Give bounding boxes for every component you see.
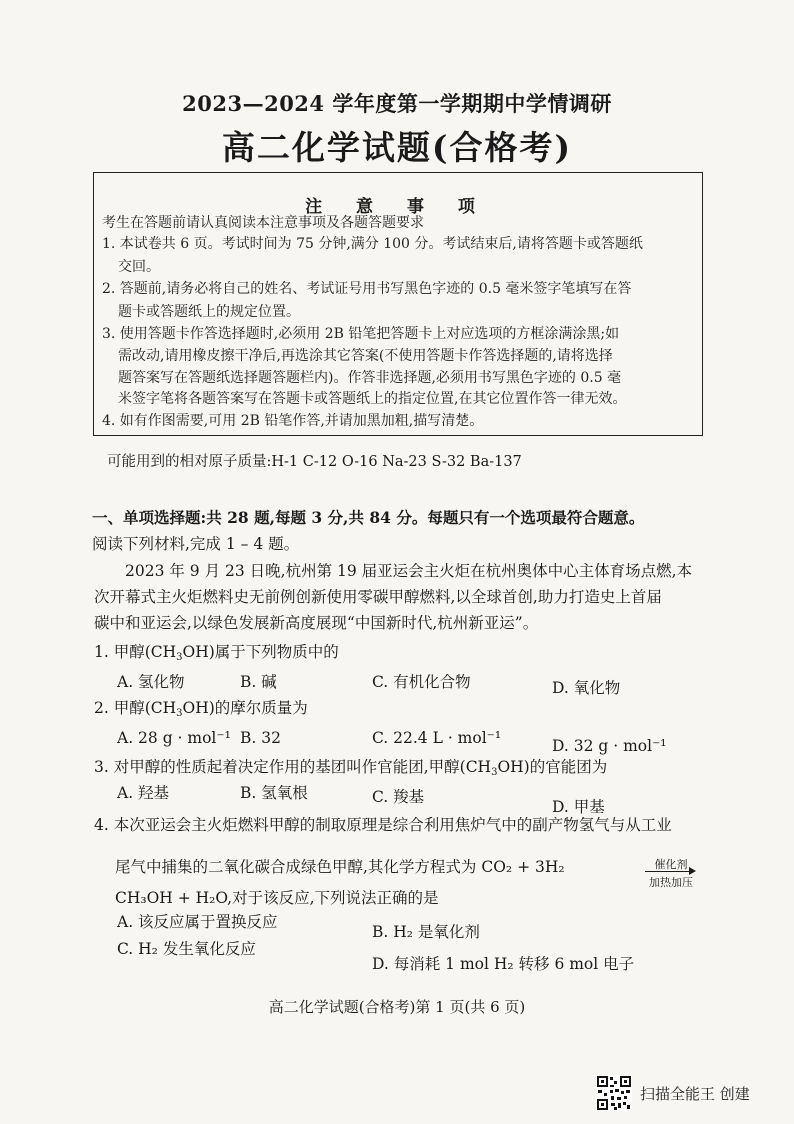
notice-line: 交回。 [118, 259, 160, 275]
q4-option-d: D. 每消耗 1 mol H₂ 转移 6 mol 电子 [372, 955, 635, 973]
notice-line: 题答案写在答题纸选择题答题栏内)。作答非选择题,必须用书写黑色字迹的 0.5 毫 [118, 370, 622, 386]
arrow-condition-catalyst: 催化剂 [654, 858, 688, 871]
q4-option-a: A. 该反应属于置换反应 [117, 913, 278, 931]
atomic-masses: 可能用到的相对原子质量:H-1 C-12 O-16 Na-23 S-32 Ba-137 [107, 454, 522, 470]
passage-line: 2023 年 9 月 23 日晚,杭州第 19 届亚运会主火炬在杭州奥体中心主体育场点燃,本 [125, 562, 693, 580]
notice-line: 题卡或答题纸上的规定位置。 [118, 304, 300, 320]
arrow-condition-heat-pressure: 加热加压 [649, 876, 693, 889]
passage-line: 碳中和亚运会,以绿色发展新高度展现“中国新时代,杭州新亚运”。 [94, 614, 539, 632]
q1-option-b: B. 碱 [240, 673, 277, 691]
scanner-watermark: 扫描全能王 创建 [640, 1085, 750, 1103]
exam-title: 高二化学试题(合格考) [221, 128, 573, 167]
question-3-stem: 3. 对甲醇的性质起着决定作用的基团叫作官能团,甲醇$(CH_3OH)$的官能团为 [94, 758, 608, 778]
exam-subtitle: 2023—2024 学年度第一学期期中学情调研 [182, 91, 612, 116]
question-4-line: 4. 本次亚运会主火炬燃料甲醇的制取原理是综合利用焦炉气中的副产物氢气与从工业 [94, 816, 672, 834]
question-4-line: CH₃OH + H₂O,对于该反应,下列说法正确的是 [115, 889, 439, 907]
reaction-arrow [645, 856, 697, 890]
question-2-stem: 2. 甲醇$(CH_3OH)$的摩尔质量为 [94, 699, 308, 719]
q1-option-d: D. 氧化物 [552, 679, 621, 697]
q2-option-c: C. 22.4 L · mol⁻¹ [372, 729, 502, 747]
q2-option-a: A. 28 g · mol⁻¹ [117, 729, 231, 747]
notice-line: 2. 答题前,请务必将自己的姓名、考试证号用书写黑色字迹的 0.5 毫米签字笔填写在答 [102, 281, 632, 297]
question-1-stem: 1. 甲醇$(CH_3OH)$属于下列物质中的 [94, 643, 339, 663]
notice-heading: 注 意 事 项 [305, 197, 489, 217]
q3-option-a: A. 羟基 [117, 784, 170, 802]
notice-line: 需改动,请用橡皮擦干净后,再选涂其它答案(不使用答题卡作答选择题的,请将选择 [118, 348, 613, 364]
reading-instruction: 阅读下列材料,完成 1 – 4 题。 [92, 535, 300, 553]
q2-option-d: D. 32 g · mol⁻¹ [552, 737, 667, 755]
q2-option-b: B. 32 [240, 729, 281, 747]
notice-line: 考生在答题前请认真阅读本注意事项及各题答题要求 [102, 215, 424, 231]
q4-option-b: B. H₂ 是氧化剂 [372, 923, 480, 941]
q3-option-b: B. 氢氧根 [240, 784, 308, 802]
notice-line: 4. 如有作图需要,可用 2B 铅笔作答,并请加黑加粗,描写清楚。 [102, 413, 484, 429]
q3-option-d: D. 甲基 [552, 798, 605, 816]
notice-line: 1. 本试卷共 6 页。考试时间为 75 分钟,满分 100 分。考试结束后,请将答题卡或答题纸 [102, 236, 643, 252]
arrow-shaft [645, 871, 693, 872]
q1-option-c: C. 有机化合物 [372, 673, 471, 691]
qr-code-icon [596, 1075, 632, 1111]
notice-line: 3. 使用答题卡作答选择题时,必须用 2B 铅笔把答题卡上对应选项的方框涂满涂黑;如 [102, 326, 620, 342]
question-4-line: 尾气中捕集的二氧化碳合成绿色甲醇,其化学方程式为 CO₂ + 3H₂ [115, 858, 565, 876]
q4-option-c: C. H₂ 发生氧化反应 [117, 940, 256, 958]
q3-option-c: C. 羧基 [372, 788, 425, 806]
q1-option-a: A. 氢化物 [117, 673, 185, 691]
passage-line: 次开幕式主火炬燃料史无前例创新使用零碳甲醇燃料,以全球首创,助力打造史上首届 [94, 588, 662, 606]
notice-line: 米签字笔将各题答案写在答题卡或答题纸上的指定位置,在其它位置作答一律无效。 [118, 391, 627, 407]
page-footer: 高二化学试题(合格考)第 1 页(共 6 页) [268, 998, 526, 1016]
section-heading: 一、单项选择题:共 28 题,每题 3 分,共 84 分。每题只有一个选项最符合题意。 [92, 508, 645, 527]
